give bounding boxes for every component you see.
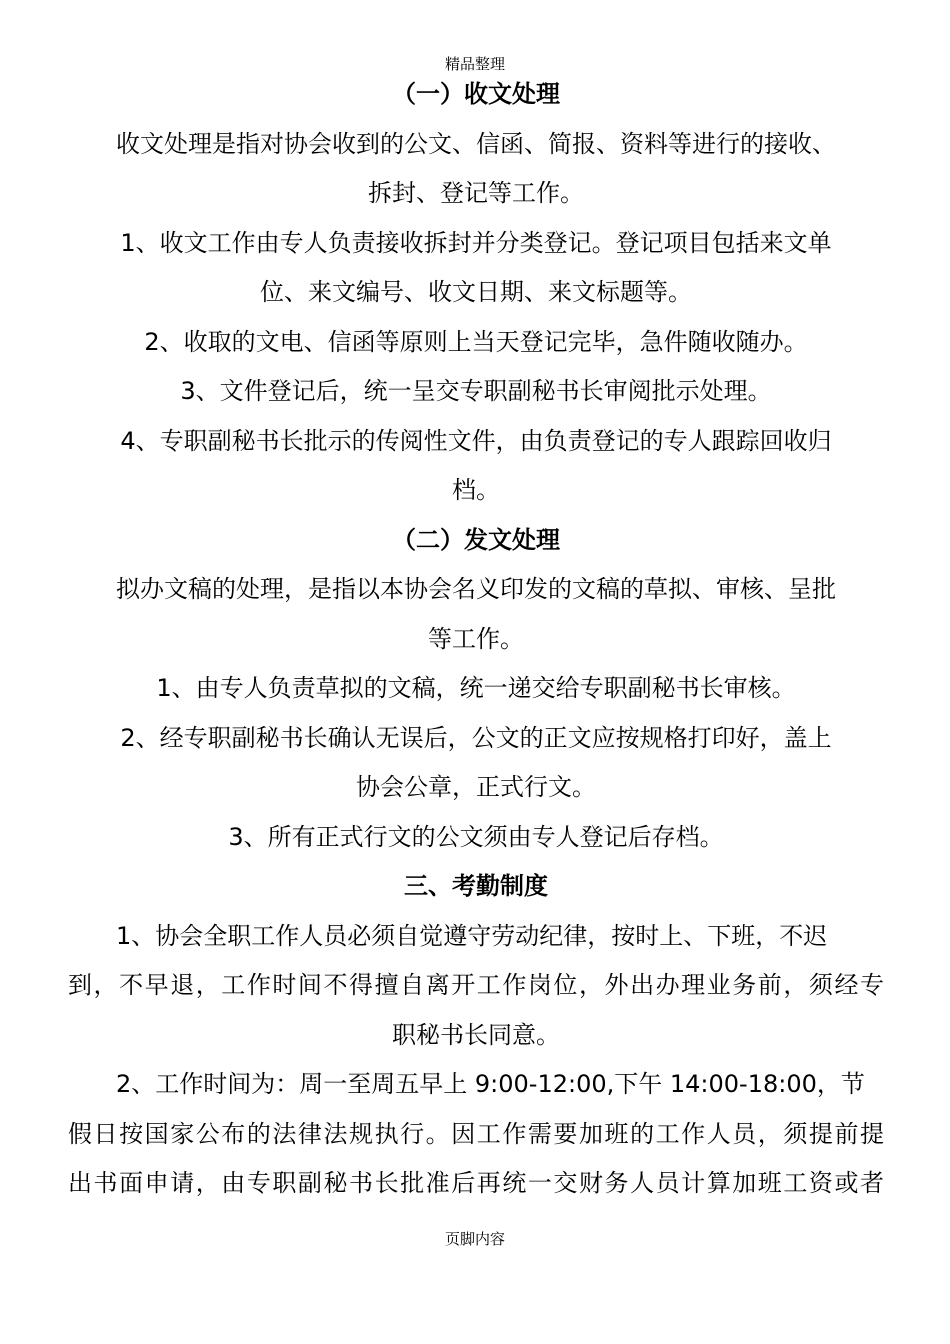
paragraph-line: 协会公章，正式行文。 [356,773,596,801]
paragraph-line: 1、由专人负责草拟的文稿，统一递交给专职副秘书长审核。 [156,674,796,702]
section-heading-receiving: （一）收文处理 [392,80,560,108]
paragraph-line: 职秘书长同意。 [392,1020,560,1049]
document-body [68,70,884,1209]
page-header: 精品整理 [444,55,505,73]
paragraph-line: 出书面申请，由专职副秘书长批准后再统一交财务人员计算加班工资或者 [68,1169,884,1197]
page-footer: 页脚内容 [444,1230,505,1248]
section-heading-sending: （二）发文处理 [392,525,560,554]
paragraph-line: 1、协会全职工作人员必须自觉遵守劳动纪律，按时上、下班，不迟 [116,921,828,950]
paragraph-line: 2、收取的文电、信函等原则上当天登记完毕，急件随收随办。 [144,327,808,356]
paragraph-line: 2、经专职副秘书长确认无误后，公文的正文应按规格打印好，盖上 [120,723,832,752]
paragraph-line: 3、文件登记后，统一呈交专职副秘书长审阅批示处理。 [180,377,772,405]
paragraph-line: 1、收文工作由专人负责接收拆封并分类登记。登记项目包括来文单 [120,228,832,257]
paragraph-line: 位、来文编号、收文日期、来文标题等。 [260,278,692,306]
paragraph-line: 假日按国家公布的法律法规执行。因工作需要加班的工作人员，须提前提 [68,1119,884,1148]
paragraph-line: 等工作。 [428,624,524,653]
paragraph-line: 档。 [452,476,500,504]
paragraph-line: 拟办文稿的处理，是指以本协会名义印发的文稿的草拟、审核、呈批 [116,575,836,603]
paragraph-line: 拆封、登记等工作。 [368,179,584,207]
paragraph-line: 2、工作时间为：周一至周五早上 9:00-12:00,下午 14:00-18:00，节 [116,1070,865,1098]
section-heading-attendance: 三、考勤制度 [404,872,548,900]
paragraph-line: 3、所有正式行文的公文须由专人登记后存档。 [228,822,724,851]
paragraph-line: 收文处理是指对协会收到的公文、信函、简报、资料等进行的接收、 [116,129,836,158]
paragraph-line: 到，不早退，工作时间不得擅自离开工作岗位，外出办理业务前，须经专 [68,971,884,999]
paragraph-line: 4、专职副秘书长批示的传阅性文件，由负责登记的专人跟踪回收归 [120,426,832,455]
